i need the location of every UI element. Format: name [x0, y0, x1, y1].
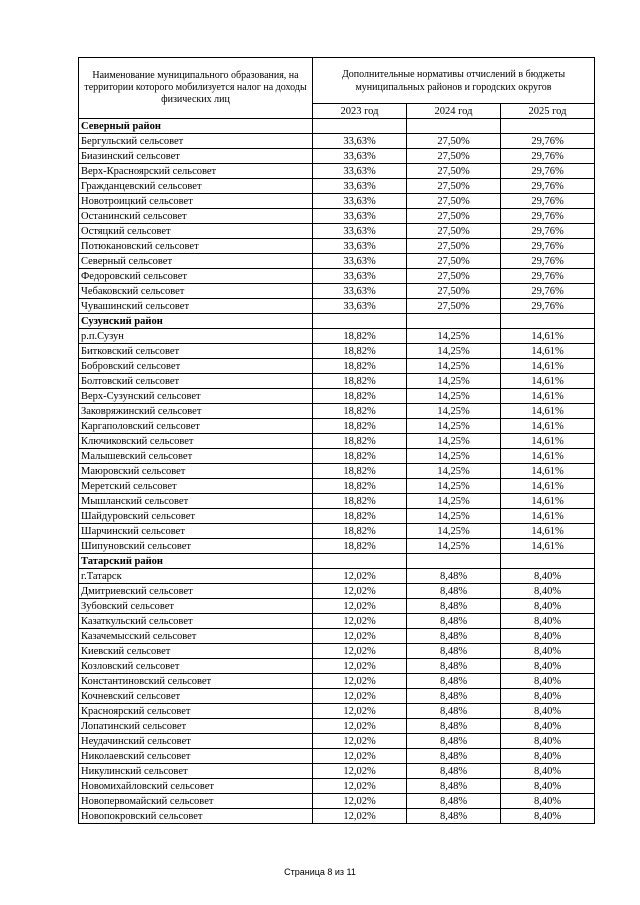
rate-2023: 18,82%	[313, 434, 407, 449]
rate-2025: 8,40%	[501, 614, 595, 629]
rate-2023: 12,02%	[313, 794, 407, 809]
rate-2024: 27,50%	[407, 194, 501, 209]
table-row	[79, 269, 595, 284]
rate-2025: 14,61%	[501, 434, 595, 449]
rate-2024: 14,25%	[407, 434, 501, 449]
municipality-name: Маюровский сельсовет	[79, 464, 313, 479]
rate-2023: 12,02%	[313, 719, 407, 734]
rate-2024: 8,48%	[407, 689, 501, 704]
municipality-name: Бобровский сельсовет	[79, 359, 313, 374]
header-year-2023: 2023 год	[313, 104, 407, 119]
municipality-name: Казаткульский сельсовет	[79, 614, 313, 629]
municipality-name: Болтовский сельсовет	[79, 374, 313, 389]
rate-2025: 29,76%	[501, 239, 595, 254]
rate-2023: 18,82%	[313, 344, 407, 359]
table-row	[79, 644, 595, 659]
rate-2024: 8,48%	[407, 599, 501, 614]
table-row	[79, 719, 595, 734]
municipality-name: Никулинский сельсовет	[79, 764, 313, 779]
rate-2024: 8,48%	[407, 719, 501, 734]
rate-2025: 8,40%	[501, 764, 595, 779]
rate-2024: 8,48%	[407, 704, 501, 719]
empty-cell	[313, 314, 407, 329]
municipality-name: Шипуновский сельсовет	[79, 539, 313, 554]
rate-2023: 33,63%	[313, 209, 407, 224]
municipality-name: Дмитриевский сельсовет	[79, 584, 313, 599]
rate-2024: 8,48%	[407, 674, 501, 689]
rate-2024: 8,48%	[407, 779, 501, 794]
rate-2025: 8,40%	[501, 569, 595, 584]
rate-2024: 8,48%	[407, 659, 501, 674]
rate-2023: 12,02%	[313, 674, 407, 689]
table-row	[79, 194, 595, 209]
municipality-name: Новопервомайский сельсовет	[79, 794, 313, 809]
table-row	[79, 584, 595, 599]
municipality-name: Красноярский сельсовет	[79, 704, 313, 719]
municipality-name: Верх-Красноярский сельсовет	[79, 164, 313, 179]
rate-2025: 14,61%	[501, 404, 595, 419]
table-row	[79, 419, 595, 434]
rate-2025: 8,40%	[501, 749, 595, 764]
rate-2024: 14,25%	[407, 464, 501, 479]
table-row	[79, 374, 595, 389]
rate-2024: 8,48%	[407, 809, 501, 824]
municipality-name: р.п.Сузун	[79, 329, 313, 344]
municipality-name: Казачемысский сельсовет	[79, 629, 313, 644]
rate-2025: 29,76%	[501, 164, 595, 179]
rate-2025: 14,61%	[501, 464, 595, 479]
rate-2024: 27,50%	[407, 254, 501, 269]
rate-2025: 29,76%	[501, 299, 595, 314]
table-row	[79, 494, 595, 509]
rate-2023: 33,63%	[313, 194, 407, 209]
rate-2023: 33,63%	[313, 239, 407, 254]
rate-2024: 8,48%	[407, 749, 501, 764]
table-row	[79, 329, 595, 344]
table-row	[79, 599, 595, 614]
rate-2025: 8,40%	[501, 584, 595, 599]
municipality-name: Бергульский сельсовет	[79, 134, 313, 149]
rate-2023: 12,02%	[313, 764, 407, 779]
rate-2025: 8,40%	[501, 794, 595, 809]
rate-2025: 14,61%	[501, 344, 595, 359]
page-number: Страница 8 из 11	[284, 867, 356, 877]
rate-2024: 14,25%	[407, 524, 501, 539]
rate-2023: 18,82%	[313, 509, 407, 524]
rate-2025: 29,76%	[501, 224, 595, 239]
rate-2025: 29,76%	[501, 269, 595, 284]
table-row	[79, 509, 595, 524]
rate-2025: 14,61%	[501, 389, 595, 404]
table-row	[79, 149, 595, 164]
rate-2023: 12,02%	[313, 734, 407, 749]
municipality-name: Биазинский сельсовет	[79, 149, 313, 164]
rate-2024: 27,50%	[407, 269, 501, 284]
table-row	[79, 449, 595, 464]
table-row	[79, 254, 595, 269]
rate-2025: 14,61%	[501, 479, 595, 494]
rate-2025: 14,61%	[501, 494, 595, 509]
rate-2025: 8,40%	[501, 704, 595, 719]
rate-2024: 8,48%	[407, 734, 501, 749]
rate-2023: 12,02%	[313, 629, 407, 644]
empty-cell	[407, 554, 501, 569]
rate-2025: 29,76%	[501, 194, 595, 209]
rate-2025: 14,61%	[501, 539, 595, 554]
rate-2024: 14,25%	[407, 344, 501, 359]
municipality-name: Константиновский сельсовет	[79, 674, 313, 689]
rate-2024: 27,50%	[407, 299, 501, 314]
rate-2024: 8,48%	[407, 644, 501, 659]
rate-2025: 29,76%	[501, 254, 595, 269]
rate-2024: 14,25%	[407, 494, 501, 509]
rate-2024: 14,25%	[407, 449, 501, 464]
table-row	[79, 524, 595, 539]
rate-2025: 8,40%	[501, 779, 595, 794]
district-row	[79, 119, 595, 134]
rate-2023: 12,02%	[313, 704, 407, 719]
municipality-name: Гражданцевский сельсовет	[79, 179, 313, 194]
table-row	[79, 224, 595, 239]
table-row	[79, 479, 595, 494]
rate-2024: 8,48%	[407, 584, 501, 599]
empty-cell	[501, 119, 595, 134]
rate-2023: 18,82%	[313, 374, 407, 389]
rate-2023: 12,02%	[313, 659, 407, 674]
rate-2023: 18,82%	[313, 449, 407, 464]
rate-2023: 18,82%	[313, 359, 407, 374]
municipality-name: Николаевский сельсовет	[79, 749, 313, 764]
table-body	[79, 58, 595, 824]
rate-2024: 8,48%	[407, 569, 501, 584]
rate-2023: 12,02%	[313, 749, 407, 764]
rate-2025: 14,61%	[501, 359, 595, 374]
rate-2023: 33,63%	[313, 149, 407, 164]
rate-2023: 33,63%	[313, 224, 407, 239]
rate-2024: 27,50%	[407, 149, 501, 164]
table-row	[79, 404, 595, 419]
municipality-name: Битковский сельсовет	[79, 344, 313, 359]
rate-2025: 29,76%	[501, 134, 595, 149]
rate-2023: 18,82%	[313, 404, 407, 419]
table-row	[79, 164, 595, 179]
rate-2025: 29,76%	[501, 149, 595, 164]
rate-2024: 14,25%	[407, 539, 501, 554]
municipality-name: Лопатинский сельсовет	[79, 719, 313, 734]
table-row	[79, 794, 595, 809]
rate-2023: 18,82%	[313, 329, 407, 344]
rate-2025: 14,61%	[501, 449, 595, 464]
rate-2023: 33,63%	[313, 254, 407, 269]
rate-2025: 8,40%	[501, 599, 595, 614]
rate-2023: 33,63%	[313, 134, 407, 149]
rate-2024: 14,25%	[407, 479, 501, 494]
table-row	[79, 209, 595, 224]
rate-2024: 8,48%	[407, 629, 501, 644]
rate-2023: 18,82%	[313, 539, 407, 554]
rate-2024: 8,48%	[407, 794, 501, 809]
rate-2025: 14,61%	[501, 419, 595, 434]
rate-2024: 14,25%	[407, 329, 501, 344]
municipality-name: Мышланский сельсовет	[79, 494, 313, 509]
empty-cell	[313, 554, 407, 569]
rate-2023: 12,02%	[313, 809, 407, 824]
header-name-column: Наименование муниципального образования, на территории которого мобилизуется налог на доходы физических лиц	[79, 58, 313, 119]
table-row	[79, 539, 595, 554]
district-row	[79, 314, 595, 329]
table-row	[79, 734, 595, 749]
rate-2025: 29,76%	[501, 284, 595, 299]
rate-2023: 33,63%	[313, 284, 407, 299]
municipality-name: Заковряжинский сельсовет	[79, 404, 313, 419]
table-row	[79, 779, 595, 794]
rate-2023: 12,02%	[313, 599, 407, 614]
municipality-name: Неудачинский сельсовет	[79, 734, 313, 749]
table-row	[79, 569, 595, 584]
municipality-name: Чувашинский сельсовет	[79, 299, 313, 314]
rate-2024: 27,50%	[407, 224, 501, 239]
tax-standards-table	[78, 57, 595, 824]
district-name: Сузунский район	[79, 314, 313, 329]
municipality-name: Киевский сельсовет	[79, 644, 313, 659]
district-name: Татарский район	[79, 554, 313, 569]
empty-cell	[501, 554, 595, 569]
table-row	[79, 359, 595, 374]
rate-2024: 27,50%	[407, 284, 501, 299]
table-row	[79, 689, 595, 704]
rate-2023: 12,02%	[313, 779, 407, 794]
municipality-name: Шарчинский сельсовет	[79, 524, 313, 539]
rate-2025: 14,61%	[501, 329, 595, 344]
table-row	[79, 434, 595, 449]
rate-2024: 27,50%	[407, 164, 501, 179]
rate-2023: 18,82%	[313, 524, 407, 539]
rate-2023: 18,82%	[313, 494, 407, 509]
municipality-name: Верх-Сузунский сельсовет	[79, 389, 313, 404]
municipality-name: Зубовский сельсовет	[79, 599, 313, 614]
rate-2023: 33,63%	[313, 164, 407, 179]
rate-2024: 27,50%	[407, 209, 501, 224]
rate-2025: 29,76%	[501, 179, 595, 194]
rate-2024: 8,48%	[407, 764, 501, 779]
rate-2024: 27,50%	[407, 239, 501, 254]
rate-2024: 14,25%	[407, 419, 501, 434]
municipality-name: Остяцкий сельсовет	[79, 224, 313, 239]
rate-2025: 14,61%	[501, 524, 595, 539]
municipality-name: г.Татарск	[79, 569, 313, 584]
empty-cell	[313, 119, 407, 134]
rate-2023: 12,02%	[313, 614, 407, 629]
rate-2024: 14,25%	[407, 509, 501, 524]
district-row	[79, 554, 595, 569]
municipality-name: Ключиковский сельсовет	[79, 434, 313, 449]
rate-2023: 33,63%	[313, 269, 407, 284]
table-row	[79, 389, 595, 404]
table-row	[79, 344, 595, 359]
rate-2023: 12,02%	[313, 569, 407, 584]
municipality-name: Шайдуровский сельсовет	[79, 509, 313, 524]
table-row	[79, 134, 595, 149]
rate-2025: 8,40%	[501, 644, 595, 659]
municipality-name: Останинский сельсовет	[79, 209, 313, 224]
empty-cell	[407, 314, 501, 329]
header-group: Дополнительные нормативы отчислений в бюджеты муниципальных районов и городских округов	[313, 58, 595, 104]
rate-2023: 12,02%	[313, 644, 407, 659]
rate-2023: 33,63%	[313, 299, 407, 314]
rate-2025: 8,40%	[501, 659, 595, 674]
table-row	[79, 674, 595, 689]
municipality-name: Потюкановский сельсовет	[79, 239, 313, 254]
rate-2023: 33,63%	[313, 179, 407, 194]
rate-2025: 8,40%	[501, 629, 595, 644]
table-row	[79, 239, 595, 254]
municipality-name: Малышевский сельсовет	[79, 449, 313, 464]
header-row	[79, 58, 595, 104]
rate-2023: 12,02%	[313, 584, 407, 599]
rate-2023: 18,82%	[313, 419, 407, 434]
rate-2025: 14,61%	[501, 374, 595, 389]
rate-2025: 8,40%	[501, 674, 595, 689]
municipality-name: Новомихайловский сельсовет	[79, 779, 313, 794]
rate-2024: 14,25%	[407, 374, 501, 389]
table-row	[79, 284, 595, 299]
rate-2025: 8,40%	[501, 689, 595, 704]
rate-2023: 18,82%	[313, 389, 407, 404]
header-year-2024: 2024 год	[407, 104, 501, 119]
table-row	[79, 764, 595, 779]
table-row	[79, 464, 595, 479]
rate-2023: 18,82%	[313, 464, 407, 479]
table-row	[79, 659, 595, 674]
table-row	[79, 614, 595, 629]
rate-2025: 8,40%	[501, 734, 595, 749]
rate-2023: 12,02%	[313, 689, 407, 704]
rate-2025: 29,76%	[501, 209, 595, 224]
empty-cell	[501, 314, 595, 329]
rate-2025: 8,40%	[501, 809, 595, 824]
empty-cell	[407, 119, 501, 134]
table-row	[79, 704, 595, 719]
rate-2024: 8,48%	[407, 614, 501, 629]
rate-2024: 27,50%	[407, 134, 501, 149]
rate-2025: 14,61%	[501, 509, 595, 524]
rate-2024: 27,50%	[407, 179, 501, 194]
municipality-name: Новотроицкий сельсовет	[79, 194, 313, 209]
rate-2025: 8,40%	[501, 719, 595, 734]
municipality-name: Козловский сельсовет	[79, 659, 313, 674]
municipality-name: Федоровский сельсовет	[79, 269, 313, 284]
rate-2023: 18,82%	[313, 479, 407, 494]
table-row	[79, 179, 595, 194]
municipality-name: Северный сельсовет	[79, 254, 313, 269]
header-year-2025: 2025 год	[501, 104, 595, 119]
municipality-name: Меретский сельсовет	[79, 479, 313, 494]
municipality-name: Каргаполовский сельсовет	[79, 419, 313, 434]
rate-2024: 14,25%	[407, 359, 501, 374]
rate-2024: 14,25%	[407, 389, 501, 404]
municipality-name: Чебаковский сельсовет	[79, 284, 313, 299]
table-row	[79, 629, 595, 644]
district-name: Северный район	[79, 119, 313, 134]
rate-2024: 14,25%	[407, 404, 501, 419]
municipality-name: Кочневский сельсовет	[79, 689, 313, 704]
table-row	[79, 299, 595, 314]
table-row	[79, 809, 595, 824]
table-row	[79, 749, 595, 764]
municipality-name: Новопокровский сельсовет	[79, 809, 313, 824]
